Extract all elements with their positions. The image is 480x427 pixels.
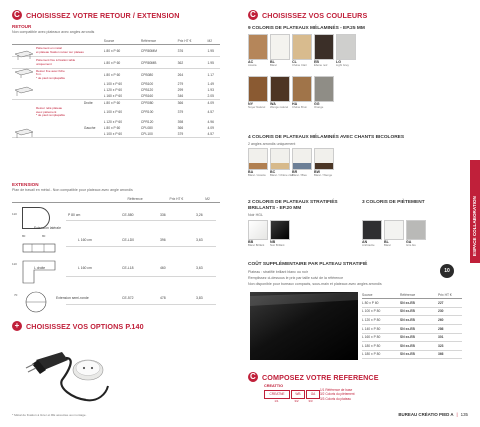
- swatch-chip: [248, 220, 268, 240]
- page-footer: [398, 412, 468, 417]
- table-row: [362, 299, 462, 308]
- cout-ref: SN xx-EB: [400, 299, 438, 308]
- swatch-name: Ébène noir: [314, 63, 328, 67]
- retour-size: L 100 x P 60: [103, 81, 123, 86]
- swatch-code: BA: [248, 170, 254, 174]
- retour-size: L 80 x P 60: [104, 57, 141, 69]
- warranty-badge: 10: [440, 264, 454, 278]
- cout-note-1: Plateau : stratifié brillant blanc ou noir: [248, 270, 308, 274]
- retour-ref: CPR80MB: [141, 57, 178, 69]
- table-row: [362, 316, 462, 325]
- retour-size: L 80 x P 60: [103, 72, 121, 77]
- ext-row-1-m2: 3,26: [196, 213, 203, 217]
- reference-header: [248, 372, 379, 382]
- retour-ref: CPB160: [141, 93, 178, 100]
- cout-col-source: Source: [362, 292, 400, 299]
- swatch-chip: [270, 220, 290, 240]
- swatch-code: CL: [292, 60, 297, 64]
- retour-m2: 1.49: [207, 81, 214, 86]
- retour-side: [84, 45, 104, 57]
- table-row: [362, 324, 462, 333]
- plus-icon: +: [12, 321, 22, 331]
- swatch-chip: [314, 148, 334, 170]
- pietement-title: 3 COLORIS DE PIÈTEMENT: [362, 200, 425, 205]
- swatch-name: Blanc / Acacia: [248, 173, 266, 177]
- ext-row-2-price: 396: [160, 238, 166, 242]
- retour-side: Droite: [83, 101, 93, 106]
- swatch-code: EB: [314, 60, 319, 64]
- cout-price: 227: [438, 299, 462, 308]
- color-swatch[interactable]: [292, 76, 316, 109]
- color-swatch[interactable]: [362, 220, 386, 247]
- circle-c-icon: C: [12, 10, 22, 20]
- retour-ref: CPL080: [140, 125, 153, 130]
- table-row: [12, 57, 220, 69]
- retour-ref: CPB100: [140, 81, 154, 86]
- color-swatch[interactable]: [248, 34, 272, 67]
- stratifie-note: Noir HGL: [248, 213, 263, 217]
- retour-header-text: CHOISISSEZ VOTRE RETOUR / EXTENSION: [26, 10, 180, 20]
- retour-title: RETOUR: [12, 24, 32, 29]
- footnote: * Métal de fixation à livrer et RE associée au montage.: [12, 413, 87, 417]
- table-row: [12, 131, 220, 138]
- swatch-name: Acacia: [248, 63, 257, 67]
- swatch-code: WA: [270, 102, 276, 106]
- swatch-code: AN: [362, 240, 368, 244]
- color-swatch[interactable]: [336, 34, 360, 67]
- retour-m2: 1.93: [207, 87, 214, 92]
- retour-size: L 160 x P 60: [104, 93, 141, 100]
- swatch-chip: [248, 148, 268, 170]
- retour-side: [84, 131, 104, 138]
- color-swatch[interactable]: [314, 148, 338, 177]
- retour-price: 362: [178, 57, 208, 69]
- retour-m2: 4.57: [207, 110, 214, 115]
- swatch-name: Blanc: [270, 63, 277, 67]
- swatch-chip: [270, 34, 290, 60]
- side-tab-text: ESPACE COLLABORATION: [472, 196, 477, 256]
- table-row: [362, 333, 462, 342]
- color-swatch[interactable]: [270, 220, 294, 247]
- table-row: [12, 93, 220, 100]
- retour-desc: [12, 107, 84, 119]
- ext-shape-lateral: [22, 240, 56, 250]
- reference-note-3: 3/3 Coloris du plateau: [320, 396, 352, 401]
- cout-price: 301: [438, 333, 462, 342]
- swatch-name: Chêne Brun: [292, 105, 307, 109]
- reference-header-text: COMPOSEZ VOTRE REFERENCE: [262, 372, 379, 382]
- swatch-chip: [292, 148, 312, 170]
- extension-table-wrap: [12, 196, 220, 203]
- color-swatch[interactable]: [248, 220, 272, 247]
- swatch-code: BW: [314, 170, 320, 174]
- swatch-chip: [336, 34, 356, 60]
- power-outlet-image: [22, 338, 114, 408]
- ext-col-reference: Référence: [128, 196, 170, 203]
- retour-thumb-2: [14, 66, 34, 78]
- swatch-code: NY: [248, 102, 253, 106]
- color-swatch[interactable]: [314, 76, 338, 109]
- ext-row-1-price: 336: [160, 213, 166, 217]
- table-row: [362, 342, 462, 351]
- retour-m2: 2.05: [208, 93, 220, 100]
- retour-m2: 4.96: [207, 119, 214, 124]
- footer-sep: |: [456, 412, 458, 417]
- color-swatch[interactable]: [270, 34, 294, 67]
- ext-dim-4: 110: [12, 262, 17, 266]
- reference-val-3: 3/3: [308, 399, 313, 403]
- retour-desc-line: Retour fixe avec fiche: [36, 68, 65, 73]
- swatch-chip: [314, 34, 334, 60]
- cout-price: 323: [438, 342, 462, 351]
- swatch-code: BL: [384, 240, 389, 244]
- retour-size: L 80 x P 60: [104, 45, 141, 57]
- cout-size: L 140 x P 80: [362, 324, 400, 333]
- retour-ref: CPR120: [140, 119, 154, 124]
- ext-row-4-label: Extension semi-ronde: [56, 296, 89, 300]
- retour-desc-line: et plateau fixation retour sur plateau: [36, 49, 84, 54]
- ext-dim-3: 80: [42, 234, 46, 238]
- col-price: Prix HT €: [178, 38, 208, 45]
- swatch-name: Blanc Brillant: [248, 243, 265, 247]
- retour-price: 379: [177, 110, 184, 115]
- ext-dim-5: 70: [14, 293, 18, 297]
- retour-side: [84, 69, 104, 81]
- cout-table-wrap: [362, 292, 462, 359]
- table-row: [362, 307, 462, 316]
- swatch-code: BL: [270, 60, 275, 64]
- retour-price: 264: [177, 72, 184, 77]
- footer-page: 135: [460, 412, 468, 417]
- retour-size: L 80 x P 60: [103, 125, 121, 130]
- bicolore-note: 2 angles arrondis uniquement: [248, 142, 296, 146]
- options-header: [12, 321, 144, 331]
- swatch-name: Light Grey: [336, 63, 349, 67]
- cout-size: L 180 x P 80: [362, 350, 400, 359]
- swatch-code: BR: [292, 170, 298, 174]
- table-row: [362, 350, 462, 359]
- reference-sub: CREATTIO: [264, 384, 284, 388]
- ext-row-1-ref: CE-580: [122, 213, 134, 217]
- cout-size: L 120 x P 80: [362, 316, 400, 325]
- swatch-name: Anthracite: [362, 243, 375, 247]
- swatch-chip: [406, 220, 426, 240]
- color-swatch[interactable]: [248, 76, 272, 109]
- circle-c-icon: C: [248, 10, 258, 20]
- retour-size: L 120 x P 60: [103, 87, 123, 92]
- ext-row-2-label: Extension latérale: [34, 226, 61, 230]
- swatch-name: Chêne Clair: [292, 63, 307, 67]
- retour-ref: CPR080: [140, 101, 154, 106]
- retour-note: Non compatible avec plateaux avec angles arrondis: [12, 30, 95, 34]
- retour-desc-line: 6 m.: [36, 72, 42, 77]
- color-swatch[interactable]: [314, 34, 338, 67]
- ext-row-3-price: 460: [160, 266, 166, 270]
- circle-c-icon: C: [248, 372, 258, 382]
- swatch-code: HA: [292, 102, 298, 106]
- retour-header: [12, 10, 180, 20]
- ext-row-3-size: L 160 cm: [78, 266, 92, 270]
- options-header-text: CHOISISSEZ VOS OPTIONS P.140: [26, 321, 144, 331]
- retour-size: L 100 x P 60: [103, 110, 123, 115]
- cout-ref: SN xx-EB: [400, 333, 438, 342]
- ext-shape-round: [24, 290, 48, 314]
- ext-row-2-m2: 3,63: [196, 238, 203, 242]
- swatch-code: GA: [406, 240, 412, 244]
- swatch-chip: [270, 148, 290, 170]
- ext-dim-2: 80: [22, 234, 26, 238]
- swatch-name: Orange: [314, 105, 324, 109]
- reference-note-1: 1/1 Référence de base: [320, 388, 353, 392]
- cout-price: 286: [438, 324, 462, 333]
- footer-title: BUREAU CRÉATIO PIED A: [398, 412, 454, 417]
- table-row: [12, 69, 220, 81]
- retour-m2: 1.17: [207, 72, 214, 77]
- ext-col-price: Prix HT €: [170, 196, 206, 203]
- ext-row-3-label: L droite: [34, 266, 46, 270]
- extension-note: Plan de travail en métal - Non compatible pour plateaux avec angle arrondis: [12, 188, 133, 192]
- cout-table: [362, 292, 462, 359]
- cout-title: COÛT SUPPLÉMENTAIRE PAR PLATEAU STRATIFIÉ: [248, 262, 368, 267]
- swatch-name: Gris Alu: [406, 243, 416, 247]
- retour-price: 366: [177, 101, 184, 106]
- color-swatch[interactable]: [292, 148, 316, 177]
- color-swatch[interactable]: [270, 76, 294, 109]
- retour-price: 376: [178, 45, 208, 57]
- swatch-chip: [384, 220, 404, 240]
- retour-price: 366: [177, 125, 184, 130]
- swatch-name: Noyer Naturel: [248, 105, 266, 109]
- ext-row-2-ref: CE-LD0: [122, 238, 135, 242]
- cout-col-ref: Référence: [400, 292, 438, 299]
- retour-side: Gauche: [83, 125, 96, 130]
- reference-cell-pietement: WB: [291, 390, 305, 399]
- swatch-chip: [314, 76, 334, 102]
- swatch-chip: [292, 34, 312, 60]
- retour-price: 346: [178, 93, 208, 100]
- retour-size: L 100 x P 60: [104, 131, 141, 138]
- retour-size: L 120 x P 60: [103, 119, 123, 124]
- retour-desc-line: avec piètement: [36, 109, 57, 114]
- retour-side: [84, 107, 104, 119]
- retour-desc-line: * de pied remplaçable: [36, 113, 66, 118]
- ext-row-3-m2: 3,63: [196, 266, 203, 270]
- couleurs-header-text: CHOISISSEZ VOS COULEURS: [262, 10, 368, 20]
- cout-size: L 180 x P 80: [362, 342, 400, 351]
- cout-ref: SN xx-EB: [400, 324, 438, 333]
- cout-price: 230: [438, 307, 462, 316]
- color-swatch[interactable]: [270, 148, 294, 177]
- retour-ref: CPR100: [140, 110, 154, 115]
- cout-ref: SN xx-EB: [400, 342, 438, 351]
- retour-side: [84, 57, 104, 69]
- cout-note-3: Non disponible pour bureaux compacts, sous-main et plateaux avec angles arrondis: [248, 282, 382, 286]
- swatch-code: BB: [248, 240, 254, 244]
- swatch-chip: [270, 76, 290, 102]
- ext-shape-ldroite: [22, 260, 56, 284]
- side-tab: [470, 160, 480, 263]
- swatch-name: Blanc / Wenge: [314, 173, 333, 177]
- retour-price: 299: [177, 87, 184, 92]
- swatch-code: LG: [336, 60, 341, 64]
- ext-row-4-ref: CE-572: [122, 296, 134, 300]
- retour-m2: 4.57: [208, 131, 220, 138]
- retour-price: 398: [177, 119, 184, 124]
- retour-desc-line: * de pied remplaçable: [36, 75, 66, 80]
- retour-size: L 80 x P 60: [103, 101, 121, 106]
- color-swatch[interactable]: [292, 34, 316, 67]
- reference-val-1: 1/1: [274, 399, 279, 403]
- retour-m2: 4.09: [207, 125, 214, 130]
- retour-desc-line: Retour relié plateau: [36, 106, 63, 111]
- cout-size: L 160 x P 80: [362, 333, 400, 342]
- swatch-code: NB: [270, 240, 276, 244]
- cout-note-2: Remplissez ci-dessous le prix par taille suivi de la référence: [248, 276, 344, 280]
- retour-thumb-3: [14, 84, 34, 96]
- col-reference: Référence: [141, 38, 178, 45]
- ext-row-1-size: P 80 cm: [68, 213, 81, 217]
- retour-price: 279: [177, 81, 184, 86]
- reference-cells: [264, 390, 320, 399]
- retour-ref: CPB080: [140, 72, 154, 77]
- retour-thumb-4: [14, 126, 34, 138]
- reference-cell-plateau: GA: [306, 390, 320, 399]
- reference-vals: [264, 399, 317, 403]
- ext-row-3-ref: CE-L18: [122, 266, 134, 270]
- reference-cell-base: CREATNE: [264, 390, 290, 399]
- retour-ref: CPR80MM: [141, 45, 178, 57]
- col-source: Source: [104, 38, 141, 45]
- table-row: [12, 107, 220, 119]
- swatch-name: Noir Brillant: [270, 243, 285, 247]
- swatch-name: Blanc / Bleu: [292, 173, 307, 177]
- swatch-name: Blanc / Chêne clair: [270, 173, 294, 177]
- ext-row-4-m2: 3,83: [196, 296, 203, 300]
- ext-divider-2: [66, 246, 216, 247]
- ext-row-2-size: L 160 cm: [78, 238, 92, 242]
- retour-side: [84, 93, 104, 100]
- cout-size: L 80 x P 60: [362, 299, 400, 308]
- ext-row-4-price: 478: [160, 296, 166, 300]
- retour-m2: 1.95: [208, 57, 220, 69]
- cout-ref: SN xx-EB: [400, 316, 438, 325]
- swatch-code: GG: [314, 102, 320, 106]
- retour-desc-line: Piètement fixe à fixation table: [36, 58, 76, 63]
- ext-divider-1: [66, 220, 216, 221]
- glossy-plateau-image: [250, 292, 358, 360]
- swatch-code: AC: [248, 60, 254, 64]
- cout-price: 260: [438, 316, 462, 325]
- cout-ref: SN xx-EB: [400, 307, 438, 316]
- ext-divider-3: [66, 276, 216, 277]
- swatch-chip: [248, 76, 268, 102]
- retour-ref: CPL100: [141, 131, 178, 138]
- ext-divider-4: [66, 304, 216, 305]
- color-swatch[interactable]: [406, 220, 430, 247]
- col-m2: M2: [208, 38, 220, 45]
- reference-note-2: 3/2 Coloris du piètement: [320, 392, 355, 397]
- couleurs-header: [248, 10, 367, 20]
- table-row: [12, 45, 220, 57]
- cout-price: 366: [438, 350, 462, 359]
- color-swatch[interactable]: [384, 220, 408, 247]
- retour-table: [12, 38, 220, 138]
- swatch-chip: [292, 76, 312, 102]
- extension-title: EXTENSION: [12, 182, 39, 187]
- ext-dim-1: 110: [12, 212, 17, 216]
- swatch-name: Wenge naturel: [270, 105, 289, 109]
- retour-desc-line: uniquement: [36, 61, 52, 66]
- cout-col-price: Prix HT €: [438, 292, 462, 299]
- color-swatch[interactable]: [248, 148, 272, 177]
- melamine-title: 9 COLORIS DE PLATEAUX MÉLAMINÉS - EP.25 MM: [248, 26, 365, 31]
- ext-col-m2: M2: [205, 196, 220, 203]
- retour-table-wrap: [12, 38, 220, 138]
- retour-thumb-1: [14, 48, 34, 60]
- reference-val-2: 3/2: [294, 399, 299, 403]
- cout-size: L 100 x P 80: [362, 307, 400, 316]
- retour-m2: 1.95: [208, 45, 220, 57]
- reference-notes: [320, 388, 355, 401]
- retour-m2: 4.09: [207, 101, 214, 106]
- stratifie-title: 2 COLORIS DE PLATEAUX STRATIFIÉS BRILLANTS - EP.20 MM: [248, 200, 338, 211]
- retour-price: 379: [178, 131, 208, 138]
- extension-table: [12, 196, 220, 203]
- swatch-chip: [362, 220, 382, 240]
- retour-ref: CPB120: [140, 87, 154, 92]
- retour-desc-line: Piètement en métal: [36, 46, 62, 51]
- bicolore-title: 4 COLORIS DE PLATEAUX MÉLAMINÉS AVEC CHANTS BICOLORES: [248, 135, 405, 140]
- swatch-code: BC: [270, 170, 276, 174]
- swatch-chip: [248, 34, 268, 60]
- cout-ref: SN xx-EB: [400, 350, 438, 359]
- swatch-name: Blanc: [384, 243, 391, 247]
